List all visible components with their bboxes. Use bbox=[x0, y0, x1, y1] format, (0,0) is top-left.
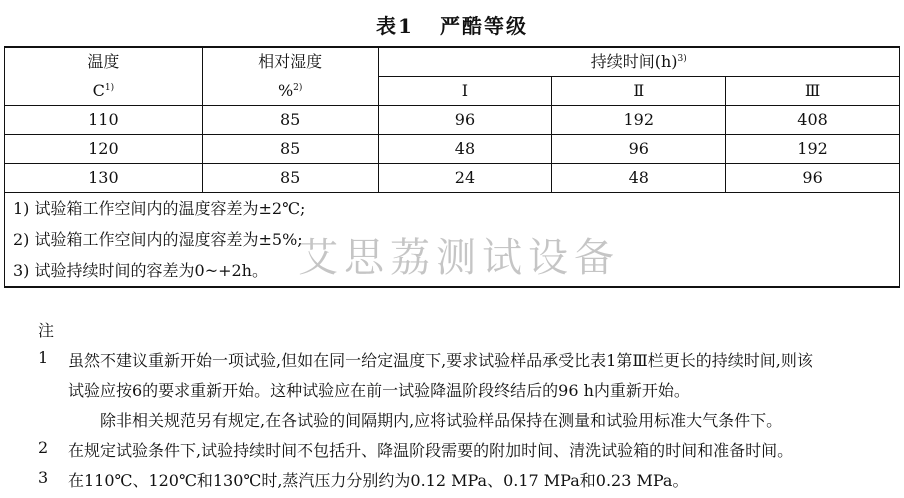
cell-duration-1: 48 bbox=[378, 135, 552, 164]
cell-duration-1: 96 bbox=[378, 106, 552, 135]
cell-duration-2: 96 bbox=[552, 135, 726, 164]
footnote-row bbox=[5, 193, 900, 225]
header-row-1 bbox=[5, 47, 900, 77]
header-humidity: 相对湿度 bbox=[202, 47, 378, 77]
cell-duration-3: 192 bbox=[726, 135, 900, 164]
cell-temp: 120 bbox=[5, 135, 203, 164]
note-3-line-1: 在110℃、120℃和130℃时,蒸汽压力分别约为0.12 MPa、0.17 MPa和0.23 MPa。 bbox=[68, 471, 689, 490]
notes-label: 注 bbox=[38, 321, 55, 340]
cell-duration-1: 24 bbox=[378, 164, 552, 193]
header-temp-unit: $C^{1)}$ bbox=[5, 77, 203, 106]
note-2-line-1: 在规定试验条件下,试验持续时间不包括升、降温阶段需要的附加时间、清洗试验箱的时间和准备时间。 bbox=[68, 441, 794, 460]
table-row bbox=[5, 135, 900, 164]
note-2-number: 2 bbox=[38, 438, 49, 457]
cell-duration-3: 96 bbox=[726, 164, 900, 193]
cell-duration-2: 48 bbox=[552, 164, 726, 193]
note-1-line-1: 虽然不建议重新开始一项试验,但如在同一给定温度下,要求试验样品承受比表1第Ⅲ栏更长的持续时间,则该 bbox=[68, 351, 813, 370]
cell-humidity: 85 bbox=[202, 106, 378, 135]
cell-duration-2: 192 bbox=[552, 106, 726, 135]
cell-duration-3: 408 bbox=[726, 106, 900, 135]
footnote-1: 1) 试验箱工作空间内的温度容差为±2℃; bbox=[5, 193, 900, 225]
cell-humidity: 85 bbox=[202, 135, 378, 164]
table-title-label: 表1 bbox=[376, 14, 414, 38]
table-title bbox=[0, 10, 904, 39]
note-3-number: 3 bbox=[38, 468, 49, 487]
note-1-number: 1 bbox=[38, 348, 49, 367]
note-1-line-2: 试验应按6的要求重新开始。这种试验应在前一试验降温阶段终结后的96 h内重新开始。 bbox=[68, 381, 690, 400]
footnote-2: 2) 试验箱工作空间内的湿度容差为±5%; bbox=[5, 224, 900, 255]
table-row bbox=[5, 106, 900, 135]
header-humidity-unit: %$^{2)}$ bbox=[202, 77, 378, 106]
footnote-3: 3) 试验持续时间的容差为0~+2h。 bbox=[5, 255, 900, 287]
cell-humidity: 85 bbox=[202, 164, 378, 193]
header-temp: 温度 bbox=[5, 47, 203, 77]
table-row bbox=[5, 164, 900, 193]
header-level-3: Ⅲ bbox=[726, 77, 900, 106]
table-title-text: 严酷等级 bbox=[439, 14, 528, 38]
cell-temp: 110 bbox=[5, 106, 203, 135]
cell-temp: 130 bbox=[5, 164, 203, 193]
header-duration: 持续时间$(h)^{3)}$ bbox=[378, 47, 899, 77]
note-1-line-3: 除非相关规范另有规定,在各试验的间隔期内,应将试验样品保持在测量和试验用标准大气条件下。 bbox=[100, 411, 783, 430]
watermark-text: 艾思荔测试设备 bbox=[298, 235, 620, 281]
header-level-2: Ⅱ bbox=[552, 77, 726, 106]
header-level-1: I bbox=[378, 77, 552, 106]
header-row-2 bbox=[5, 77, 900, 106]
